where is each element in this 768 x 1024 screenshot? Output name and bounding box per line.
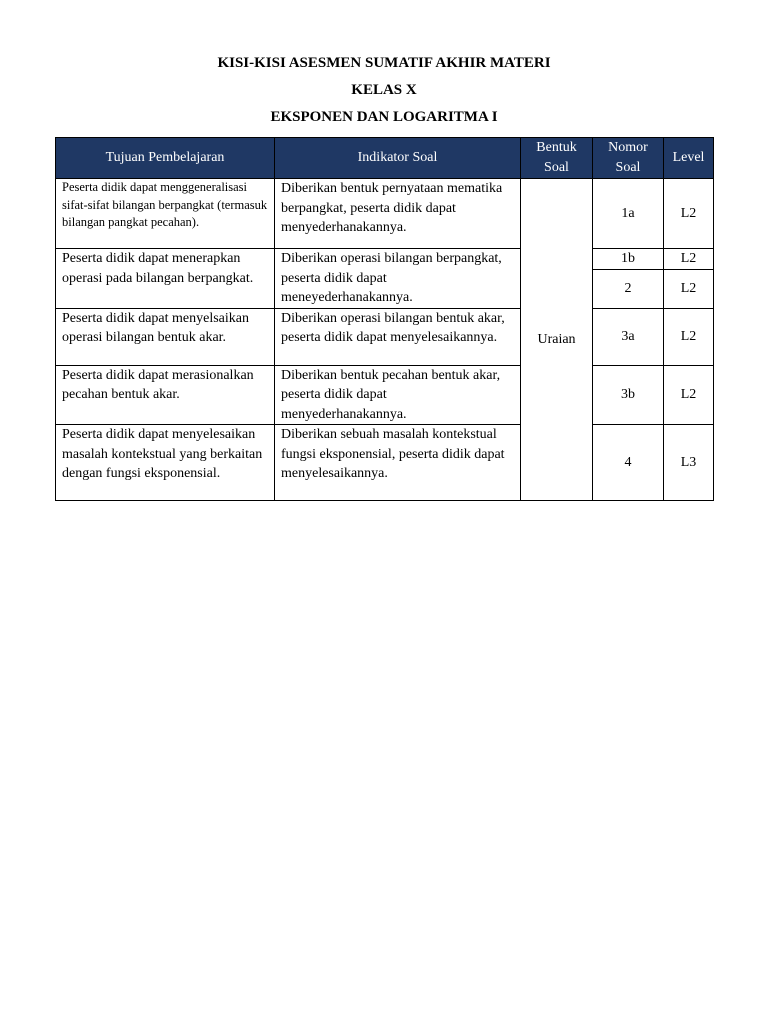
cell-level: L2 bbox=[664, 365, 714, 425]
cell-nomor: 1b bbox=[593, 249, 664, 270]
header-nomor-line1: Nomor bbox=[608, 140, 648, 155]
kisi-kisi-table bbox=[55, 137, 714, 501]
table-header-row bbox=[56, 138, 714, 179]
cell-bentuk-soal: Uraian bbox=[521, 179, 593, 501]
cell-level: L2 bbox=[664, 308, 714, 365]
cell-level: L2 bbox=[664, 179, 714, 249]
header-bentuk-soal bbox=[521, 138, 593, 179]
document-title-block bbox=[0, 50, 768, 131]
cell-tujuan: Peserta didik dapat menyelesaikan masalah kontekstual yang berkaitan dengan fungsi eksponensial. bbox=[56, 425, 275, 501]
cell-indikator: Diberikan operasi bilangan berpangkat, peserta didik dapat meneyederhanakannya. bbox=[275, 249, 521, 309]
header-nomor-soal bbox=[593, 138, 664, 179]
cell-level: L3 bbox=[664, 425, 714, 501]
title-line-3: EKSPONEN DAN LOGARITMA I bbox=[270, 109, 498, 125]
cell-nomor: 2 bbox=[593, 269, 664, 308]
cell-nomor: 4 bbox=[593, 425, 664, 501]
table-row bbox=[56, 425, 714, 501]
header-nomor-line2: Soal bbox=[615, 160, 641, 175]
cell-indikator: Diberikan sebuah masalah kontekstual fungsi eksponensial, peserta didik dapat menyelesaikannya. bbox=[275, 425, 521, 501]
header-bentuk-line2: Soal bbox=[544, 160, 569, 175]
header-bentuk-line1: Bentuk bbox=[536, 140, 577, 155]
cell-tujuan: Peserta didik dapat menerapkan operasi pada bilangan berpangkat. bbox=[56, 249, 275, 309]
cell-nomor: 1a bbox=[593, 179, 664, 249]
header-tujuan: Tujuan Pembelajaran bbox=[56, 138, 275, 179]
cell-indikator: Diberikan bentuk pecahan bentuk akar, peserta didik dapat menyederhanakannya. bbox=[275, 365, 521, 425]
cell-tujuan: Peserta didik dapat merasionalkan pecahan bentuk akar. bbox=[56, 365, 275, 425]
table-row bbox=[56, 308, 714, 365]
cell-indikator: Diberikan bentuk pernyataan mematika berpangkat, peserta didik dapat menyederhanakannya. bbox=[275, 179, 521, 249]
cell-level: L2 bbox=[664, 249, 714, 270]
table-row bbox=[56, 365, 714, 425]
title-line-2: KELAS X bbox=[351, 82, 417, 98]
cell-tujuan: Peserta didik dapat menyelsaikan operasi bilangan bentuk akar. bbox=[56, 308, 275, 365]
title-line-1: KISI-KISI ASESMEN SUMATIF AKHIR MATERI bbox=[217, 55, 551, 71]
table-row bbox=[56, 179, 714, 249]
cell-nomor: 3a bbox=[593, 308, 664, 365]
cell-indikator: Diberikan operasi bilangan bentuk akar, peserta didik dapat menyelesaikannya. bbox=[275, 308, 521, 365]
table-row bbox=[56, 249, 714, 270]
cell-tujuan: Peserta didik dapat menggeneralisasi sifat-sifat bilangan berpangkat (termasuk bilangan pangkat pecahan). bbox=[56, 179, 275, 249]
header-level: Level bbox=[664, 138, 714, 179]
cell-nomor: 3b bbox=[593, 365, 664, 425]
header-indikator: Indikator Soal bbox=[275, 138, 521, 179]
cell-level: L2 bbox=[664, 269, 714, 308]
